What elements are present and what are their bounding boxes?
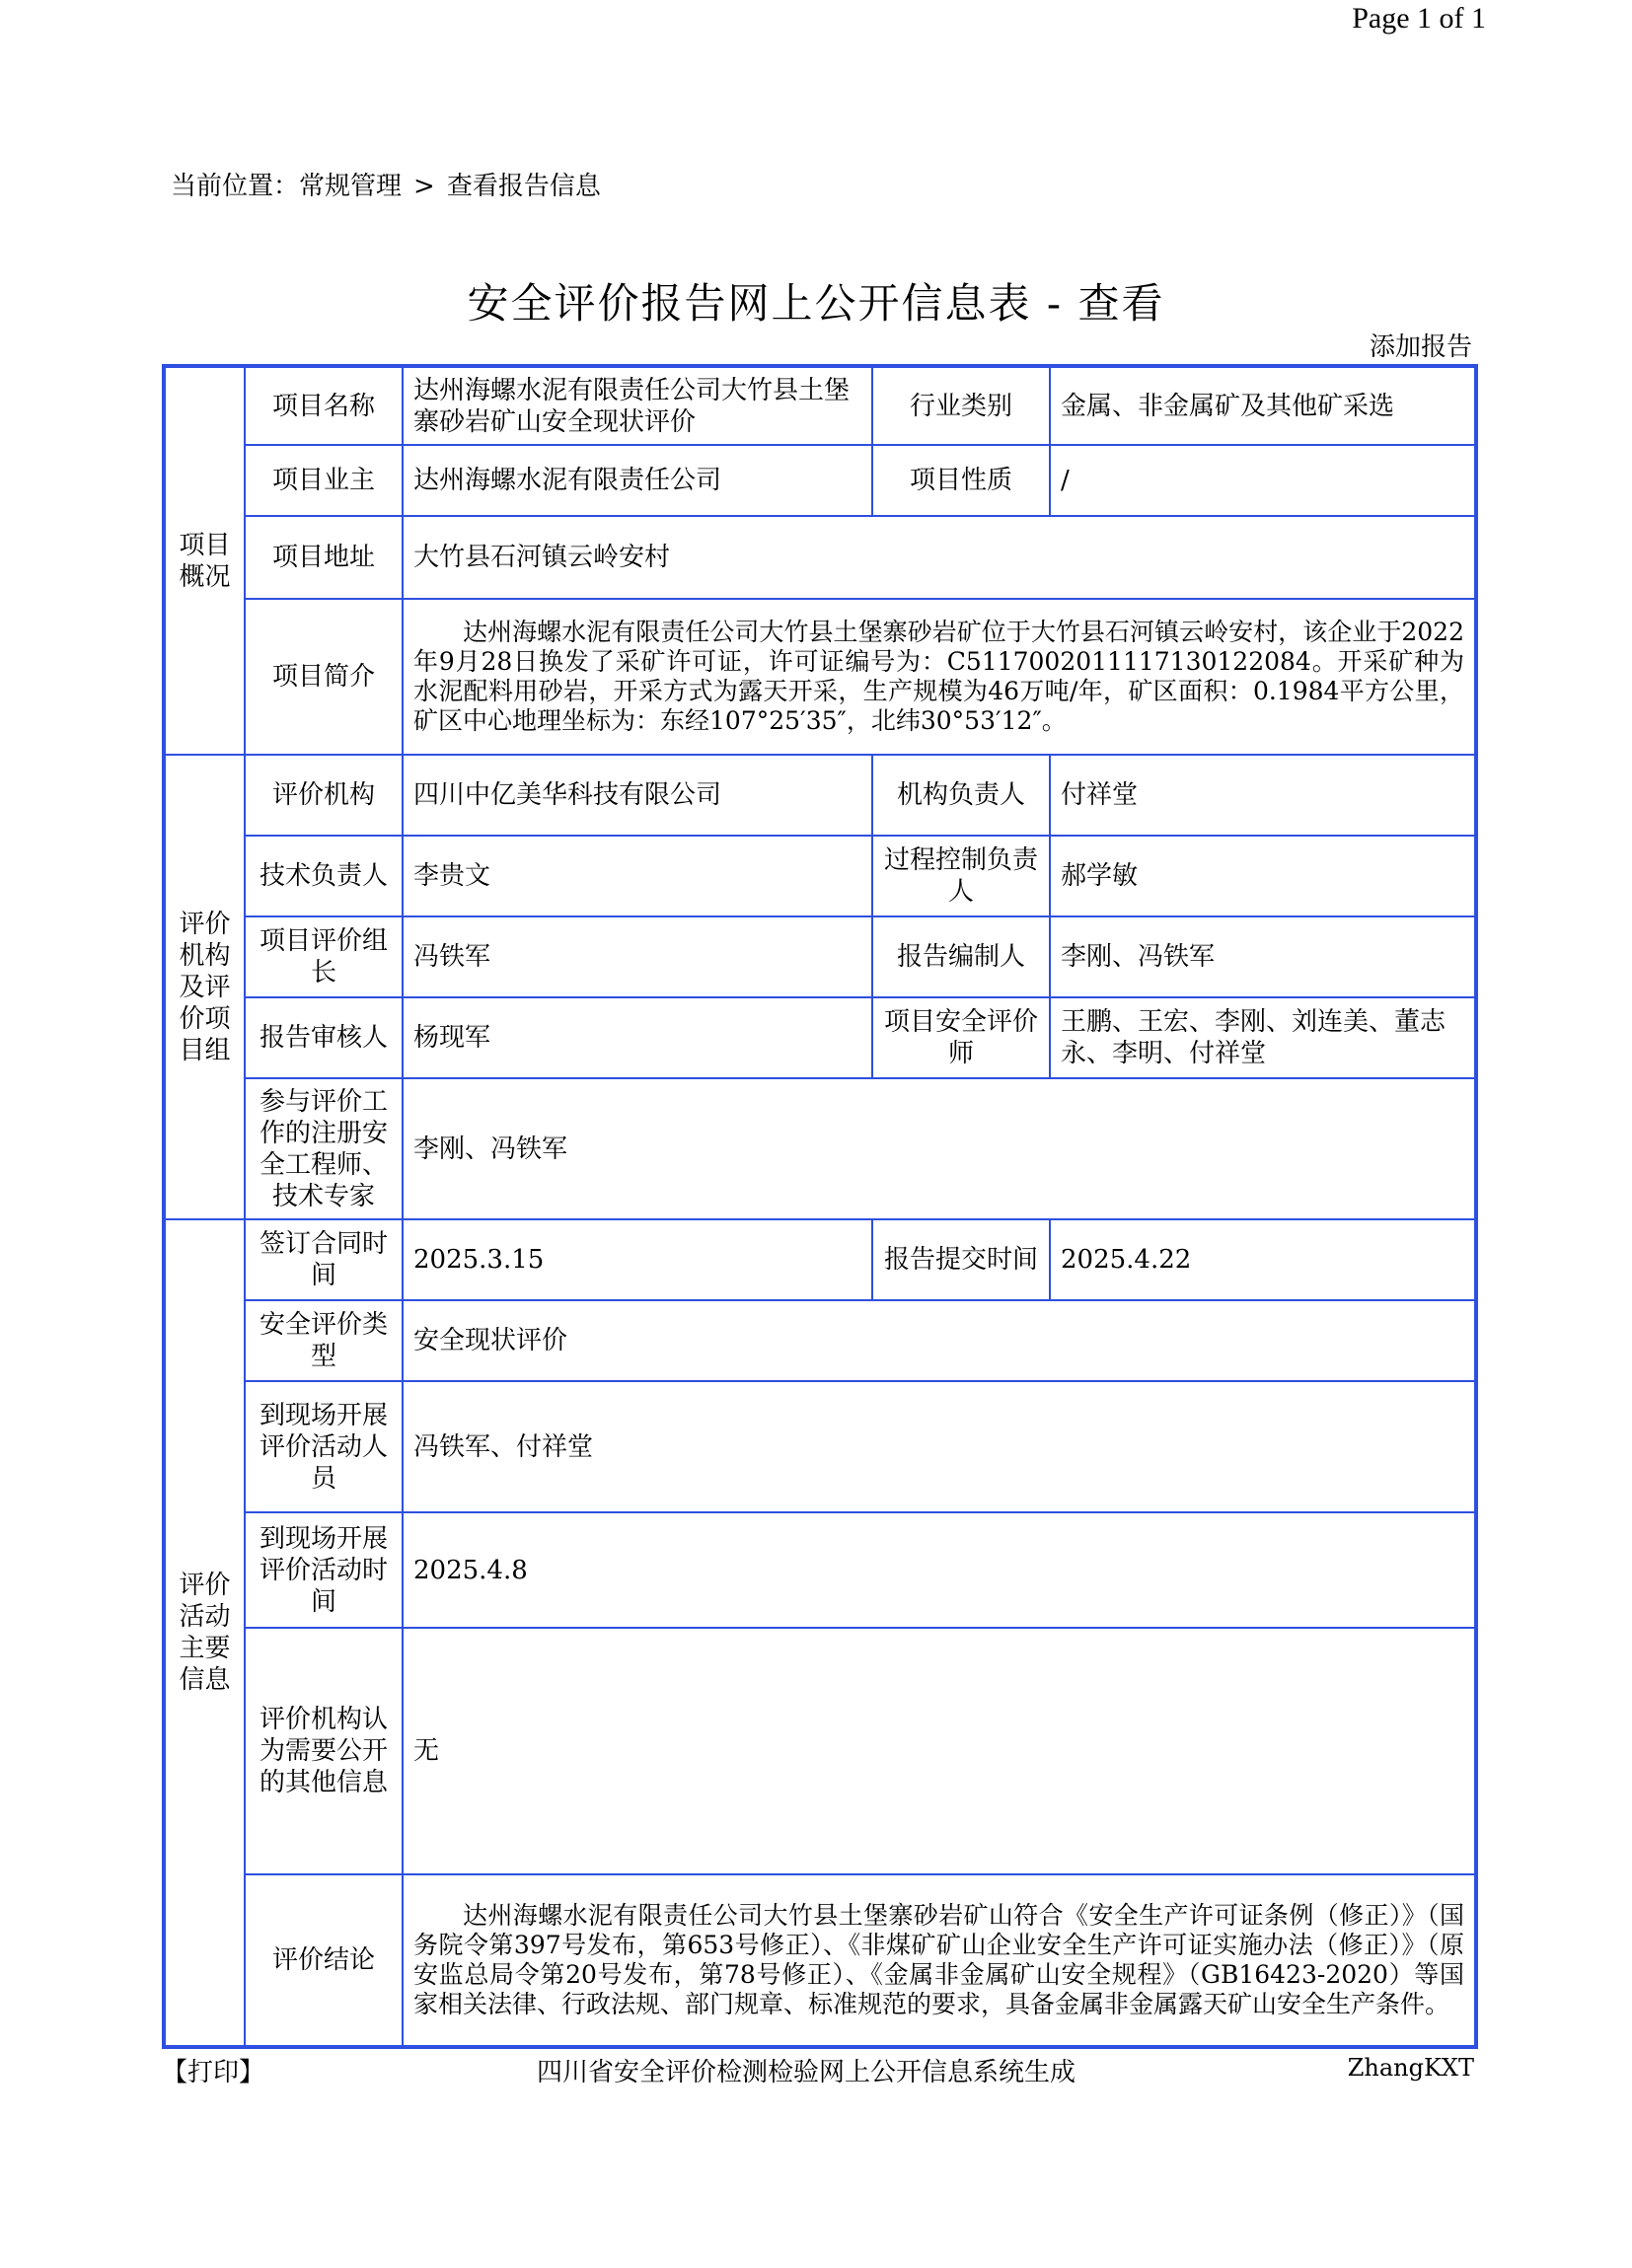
submit-date-label: 报告提交时间: [872, 1219, 1050, 1300]
table-row: [164, 755, 1476, 836]
team-leader-value: 冯铁军: [403, 916, 872, 997]
table-row: [164, 1628, 1476, 1874]
reviewer-value: 杨现军: [403, 997, 872, 1078]
eval-type-value: 安全现状评价: [403, 1300, 1476, 1381]
compiler-value: 李刚、冯铁军: [1050, 916, 1476, 997]
table-row: [164, 516, 1476, 599]
page-title: 安全评价报告网上公开信息表 - 查看: [467, 279, 1165, 328]
table-row: [164, 1219, 1476, 1300]
tech-lead-label: 技术负责人: [245, 836, 403, 916]
table-row: [164, 366, 1476, 445]
contract-date-label: 签订合同时间: [245, 1219, 403, 1300]
nature-value: /: [1050, 445, 1476, 516]
agency-head-label: 机构负责人: [872, 755, 1050, 836]
onsite-time-value: 2025.4.8: [403, 1512, 1476, 1628]
breadcrumb-item-routine[interactable]: 常规管理: [299, 172, 403, 201]
section-overview: 项目概况: [164, 366, 245, 755]
process-lead-label: 过程控制负责人: [872, 836, 1050, 916]
table-row: [164, 1300, 1476, 1381]
table-row: [164, 1381, 1476, 1512]
table-row: [164, 836, 1476, 916]
author-tag: ZhangKXT: [1347, 2054, 1474, 2082]
intro-label: 项目简介: [245, 599, 403, 755]
industry-label: 行业类别: [872, 366, 1050, 445]
owner-label: 项目业主: [245, 445, 403, 516]
project-name-label: 项目名称: [245, 366, 403, 445]
experts-label: 参与评价工作的注册安全工程师、技术专家: [245, 1078, 403, 1219]
breadcrumb-separator: >: [413, 172, 435, 201]
breadcrumb: [171, 166, 601, 202]
page-number: Page 1 of 1: [1352, 2, 1486, 35]
table-row: [164, 997, 1476, 1078]
team-leader-label: 项目评价组长: [245, 916, 403, 997]
owner-value: 达州海螺水泥有限责任公司: [403, 445, 872, 516]
agency-label: 评价机构: [245, 755, 403, 836]
address-label: 项目地址: [245, 516, 403, 599]
agency-head-value: 付祥堂: [1050, 755, 1476, 836]
generated-by-note: 四川省安全评价检测检验网上公开信息系统生成: [537, 2058, 1076, 2087]
onsite-time-label: 到现场开展评价活动时间: [245, 1512, 403, 1628]
contract-date-value: 2025.3.15: [403, 1219, 872, 1300]
project-name-value: 达州海螺水泥有限责任公司大竹县土堡寨砂岩矿山安全现状评价: [403, 366, 872, 445]
conclusion-value: 达州海螺水泥有限责任公司大竹县土堡寨砂岩矿山符合《安全生产许可证条例（修正）》（国务院令第397号发布，第653号修正）、《非煤矿矿山企业安全生产许可证实施办法（修正）》（原安监总局令第20号发布，第78号修正）、《金属非金属矿山安全规程》（GB16423-2020）等国家相关法律、行政法规、部门规章、标准规范的要求，具备金属非金属露天矿山安全生产条件。: [403, 1874, 1476, 2047]
breadcrumb-prefix: 当前位置：: [171, 172, 300, 201]
print-button[interactable]: 【打印】: [162, 2058, 265, 2087]
table-row: [164, 1874, 1476, 2047]
conclusion-label: 评价结论: [245, 1874, 403, 2047]
process-lead-value: 郝学敏: [1050, 836, 1476, 916]
industry-value: 金属、非金属矿及其他矿采选: [1050, 366, 1476, 445]
breadcrumb-item-current: 查看报告信息: [446, 172, 601, 201]
report-info-table: [162, 364, 1478, 2049]
address-value: 大竹县石河镇云岭安村: [403, 516, 1476, 599]
table-row: [164, 1078, 1476, 1219]
assessors-value: 王鹏、王宏、李刚、刘连美、董志永、李明、付祥堂: [1050, 997, 1476, 1078]
onsite-staff-label: 到现场开展评价活动人员: [245, 1381, 403, 1512]
table-row: [164, 599, 1476, 755]
experts-value: 李刚、冯铁军: [403, 1078, 1476, 1219]
compiler-label: 报告编制人: [872, 916, 1050, 997]
submit-date-value: 2025.4.22: [1050, 1219, 1476, 1300]
nature-label: 项目性质: [872, 445, 1050, 516]
table-row: [164, 916, 1476, 997]
add-report-link[interactable]: 添加报告: [1369, 332, 1472, 362]
section-org: 评价机构及评价项目组: [164, 755, 245, 1219]
assessors-label: 项目安全评价师: [872, 997, 1050, 1078]
intro-value: 达州海螺水泥有限责任公司大竹县土堡寨砂岩矿位于大竹县石河镇云岭安村，该企业于2022年9月28日换发了采矿许可证，许可证编号为：C5117002011117130122084。开采矿种为水泥配料用砂岩，开采方式为露天开采，生产规模为46万吨/年，矿区面积：0.1984平方公里，矿区中心地理坐标为：东经107°25′35″，北纬30°53′12″。: [403, 599, 1476, 755]
section-activity: 评价活动主要信息: [164, 1219, 245, 2047]
table-row: [164, 1512, 1476, 1628]
reviewer-label: 报告审核人: [245, 997, 403, 1078]
other-info-value: 无: [403, 1628, 1476, 1874]
onsite-staff-value: 冯铁军、付祥堂: [403, 1381, 1476, 1512]
eval-type-label: 安全评价类型: [245, 1300, 403, 1381]
tech-lead-value: 李贵文: [403, 836, 872, 916]
other-info-label: 评价机构认为需要公开的其他信息: [245, 1628, 403, 1874]
agency-value: 四川中亿美华科技有限公司: [403, 755, 872, 836]
table-row: [164, 445, 1476, 516]
